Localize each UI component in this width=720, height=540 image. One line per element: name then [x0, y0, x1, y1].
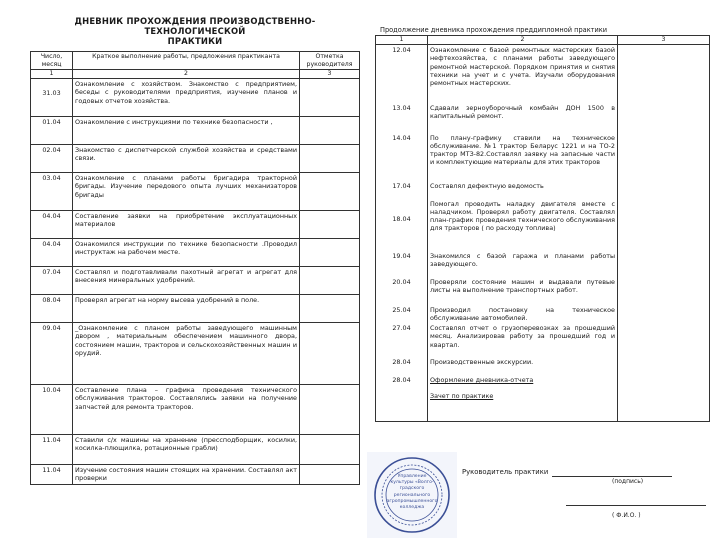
col-number: 1 — [376, 36, 428, 45]
table-row — [376, 45, 710, 103]
diary-table-left — [30, 51, 360, 485]
col-number: 2 — [428, 36, 618, 45]
entry-date — [376, 391, 428, 421]
table-row — [376, 277, 710, 305]
supervisor-mark — [618, 251, 710, 277]
entry-text: Ознакомление с планами работы бригадира тракторной бригады. Изучение передового опыта лучших механизаторов бригады — [73, 173, 300, 211]
signature-block — [462, 468, 712, 521]
supervisor-mark — [618, 323, 710, 357]
stamp-line: градского регионального — [393, 486, 431, 498]
entry-text: Ставили с/х машины на хранение (прессподборщик, косилки, косилка-плющилка, ротационные грабли) — [73, 435, 300, 465]
supervisor-mark — [300, 79, 360, 117]
supervisor-mark — [300, 145, 360, 173]
col-number: 3 — [618, 36, 710, 45]
supervisor-mark — [618, 375, 710, 391]
table-row — [31, 211, 360, 239]
stamp-line: агропромышленного — [386, 498, 438, 504]
entry-date: 28.04 — [376, 357, 428, 375]
table-row — [376, 251, 710, 277]
entry-text: Изучение состояния машин стоящих на хранении. Составлял акт проверки — [73, 465, 300, 485]
entry-date: 01.04 — [31, 117, 73, 145]
column-number-row — [376, 36, 710, 45]
continuation-title: Продолжение дневника прохождения преддипломной практики — [380, 26, 608, 34]
signature-row — [462, 468, 712, 477]
entry-date: 10.04 — [31, 385, 73, 435]
entry-date: 03.04 — [31, 173, 73, 211]
signature-label: Руководитель практики — [462, 468, 549, 476]
entry-date: 20.04 — [376, 277, 428, 305]
entry-date: 28.04 — [376, 375, 428, 391]
entry-text: Ознакомился инструкции по технике безопасности .Проводил инструктаж на рабочем месте. — [73, 239, 300, 267]
table-row — [31, 239, 360, 267]
entry-date: 31.03 — [31, 79, 73, 117]
diary-title-line2: ПРАКТИКИ — [167, 36, 223, 46]
entry-date: 02.04 — [31, 145, 73, 173]
supervisor-mark — [618, 181, 710, 199]
supervisor-mark — [618, 391, 710, 421]
entry-date: 13.04 — [376, 103, 428, 133]
signature-hint: (подпись) — [612, 478, 644, 485]
entry-date: 27.04 — [376, 323, 428, 357]
supervisor-mark — [618, 277, 710, 305]
table-row — [31, 173, 360, 211]
supervisor-mark — [300, 117, 360, 145]
entry-text: Составление плана – графика проведения технического обслуживания тракторов. Составлялись заявки на получение запчастей для ремонта тракторов. — [73, 385, 300, 435]
entry-text: Сдавали зерноуборочный комбайн ДОН 1500 в капитальный ремонт. — [428, 103, 618, 133]
table-row — [31, 295, 360, 323]
entry-date: 25.04 — [376, 305, 428, 324]
stamp-line: культуры «Волго- — [390, 480, 434, 486]
supervisor-mark — [618, 45, 710, 103]
entry-date: 18.04 — [376, 199, 428, 251]
table-row — [376, 323, 710, 357]
table-row — [376, 181, 710, 199]
diary-title-line1: ДНЕВНИК ПРОХОЖДЕНИЯ ПРОИЗВОДСТВЕННО-ТЕХНОЛОГИЧЕСКОЙ — [74, 16, 316, 36]
stamp-line: Управление — [397, 474, 427, 479]
entry-date: 09.04 — [31, 323, 73, 385]
table-row — [31, 267, 360, 295]
entry-text: _Ознакомление с планом работы заведующего машинным двором , материальным обеспечением машинного двора, состоянием машин, тракторов и сельскохозяйственных машин и орудий. — [73, 323, 300, 385]
table-row — [376, 305, 710, 324]
supervisor-mark — [300, 323, 360, 385]
header-date: Число, месяц — [31, 52, 73, 70]
entry-text: Зачет по практике — [428, 391, 618, 421]
entry-text: Проверяли состояние машин и выдавали путевые листы на выполнение транспортных работ. — [428, 277, 618, 305]
table-row — [376, 391, 710, 421]
entry-text: Знакомился с базой гаража и планами работы заведующего. — [428, 251, 618, 277]
entry-text: Помогал проводить наладку двигателя вместе с наладчиком. Проверял работу двигателя. Составлял план-график проведения технического обслуживания для тракторов ( по расходу топлива) — [428, 199, 618, 251]
entry-text: Ознакомление с хозяйством. Знакомство с предприятием, беседы с руководителями предприятия, изучение планов и годовых отчетов хозяйства. — [73, 79, 300, 117]
col-number: 3 — [300, 70, 360, 79]
entry-date: 07.04 — [31, 267, 73, 295]
supervisor-mark — [618, 103, 710, 133]
entry-text: Производственные экскурсии. — [428, 357, 618, 375]
entry-text: Проверял агрегат на норму высева удобрений в поле. — [73, 295, 300, 323]
supervisor-mark — [300, 295, 360, 323]
diary-table-right — [375, 35, 710, 422]
entry-date: 11.04 — [31, 435, 73, 465]
table-row — [31, 145, 360, 173]
entry-text: Знакомство с диспетчерской службой хозяйства и средствами связи. — [73, 145, 300, 173]
entry-text: Ознакомление с базой ремонтных мастерских базой нефтехозяйства, с планами работы заведующего ремонтной мастерской. Порядком принятия и снятия техники на учет и с учета. Изучали оборудования ремонтных мастерских. — [428, 45, 618, 103]
entry-text: Ознакомление с инструкциями по технике безопасности , — [73, 117, 300, 145]
entry-date: 08.04 — [31, 295, 73, 323]
supervisor-mark — [300, 239, 360, 267]
entry-date: 14.04 — [376, 133, 428, 181]
supervisor-mark — [618, 133, 710, 181]
entry-text: Составлял и подготавливали пахотный агрегат и агрегат для внесения минеральных удобрений. — [73, 267, 300, 295]
stamp-line: колледжа — [399, 505, 425, 511]
column-number-row — [31, 70, 360, 79]
supervisor-mark — [300, 385, 360, 435]
supervisor-mark — [300, 435, 360, 465]
entry-text: По плану-графику ставили на техническое обслуживание. №1 трактор Беларус 1221 и на ТО-2 трактор МТЗ-82.Составлял заявку на запасные части и комплектующие материалы для этих тракторов — [428, 133, 618, 181]
table-row — [376, 103, 710, 133]
header-work: Краткое выполнение работы, предложения практиканта — [73, 52, 300, 70]
name-hint: ( Ф.И.О. ) — [612, 512, 641, 519]
diary-left-page — [30, 0, 360, 540]
table-row — [31, 117, 360, 145]
table-row — [376, 199, 710, 251]
table-row — [376, 375, 710, 391]
table-row — [376, 133, 710, 181]
entry-text: Оформление дневника-отчета — [428, 375, 618, 391]
entry-date: 19.04 — [376, 251, 428, 277]
table-row — [31, 323, 360, 385]
name-line — [566, 505, 706, 506]
supervisor-mark — [300, 211, 360, 239]
col-number: 1 — [31, 70, 73, 79]
table-row — [31, 465, 360, 485]
supervisor-mark — [300, 465, 360, 485]
stamp-text — [386, 474, 438, 511]
entry-date: 12.04 — [376, 45, 428, 103]
diary-title — [30, 16, 360, 46]
col-number: 2 — [73, 70, 300, 79]
entry-text: Составлял дефектную ведомость — [428, 181, 618, 199]
entry-text: Производил постановку на техническое обслуживание автомобилей. — [428, 305, 618, 324]
official-stamp — [367, 452, 457, 538]
header-mark: Отметка руководителя — [300, 52, 360, 70]
supervisor-mark — [618, 305, 710, 324]
entry-date: 04.04 — [31, 211, 73, 239]
table-row — [31, 79, 360, 117]
supervisor-mark — [618, 357, 710, 375]
table-row — [31, 385, 360, 435]
supervisor-mark — [300, 267, 360, 295]
entry-date: 04.04 — [31, 239, 73, 267]
entry-text: Составление заявки на приобретение эксплуатационных материалов — [73, 211, 300, 239]
table-row — [376, 357, 710, 375]
entry-text: Составлял отчет о грузоперевозках за прошедший месяц. Анализировав работу за прошедший год и квартал. — [428, 323, 618, 357]
entry-date: 11.04 — [31, 465, 73, 485]
supervisor-mark — [300, 173, 360, 211]
supervisor-mark — [618, 199, 710, 251]
table-row — [31, 435, 360, 465]
entry-date: 17.04 — [376, 181, 428, 199]
header-row — [31, 52, 360, 70]
